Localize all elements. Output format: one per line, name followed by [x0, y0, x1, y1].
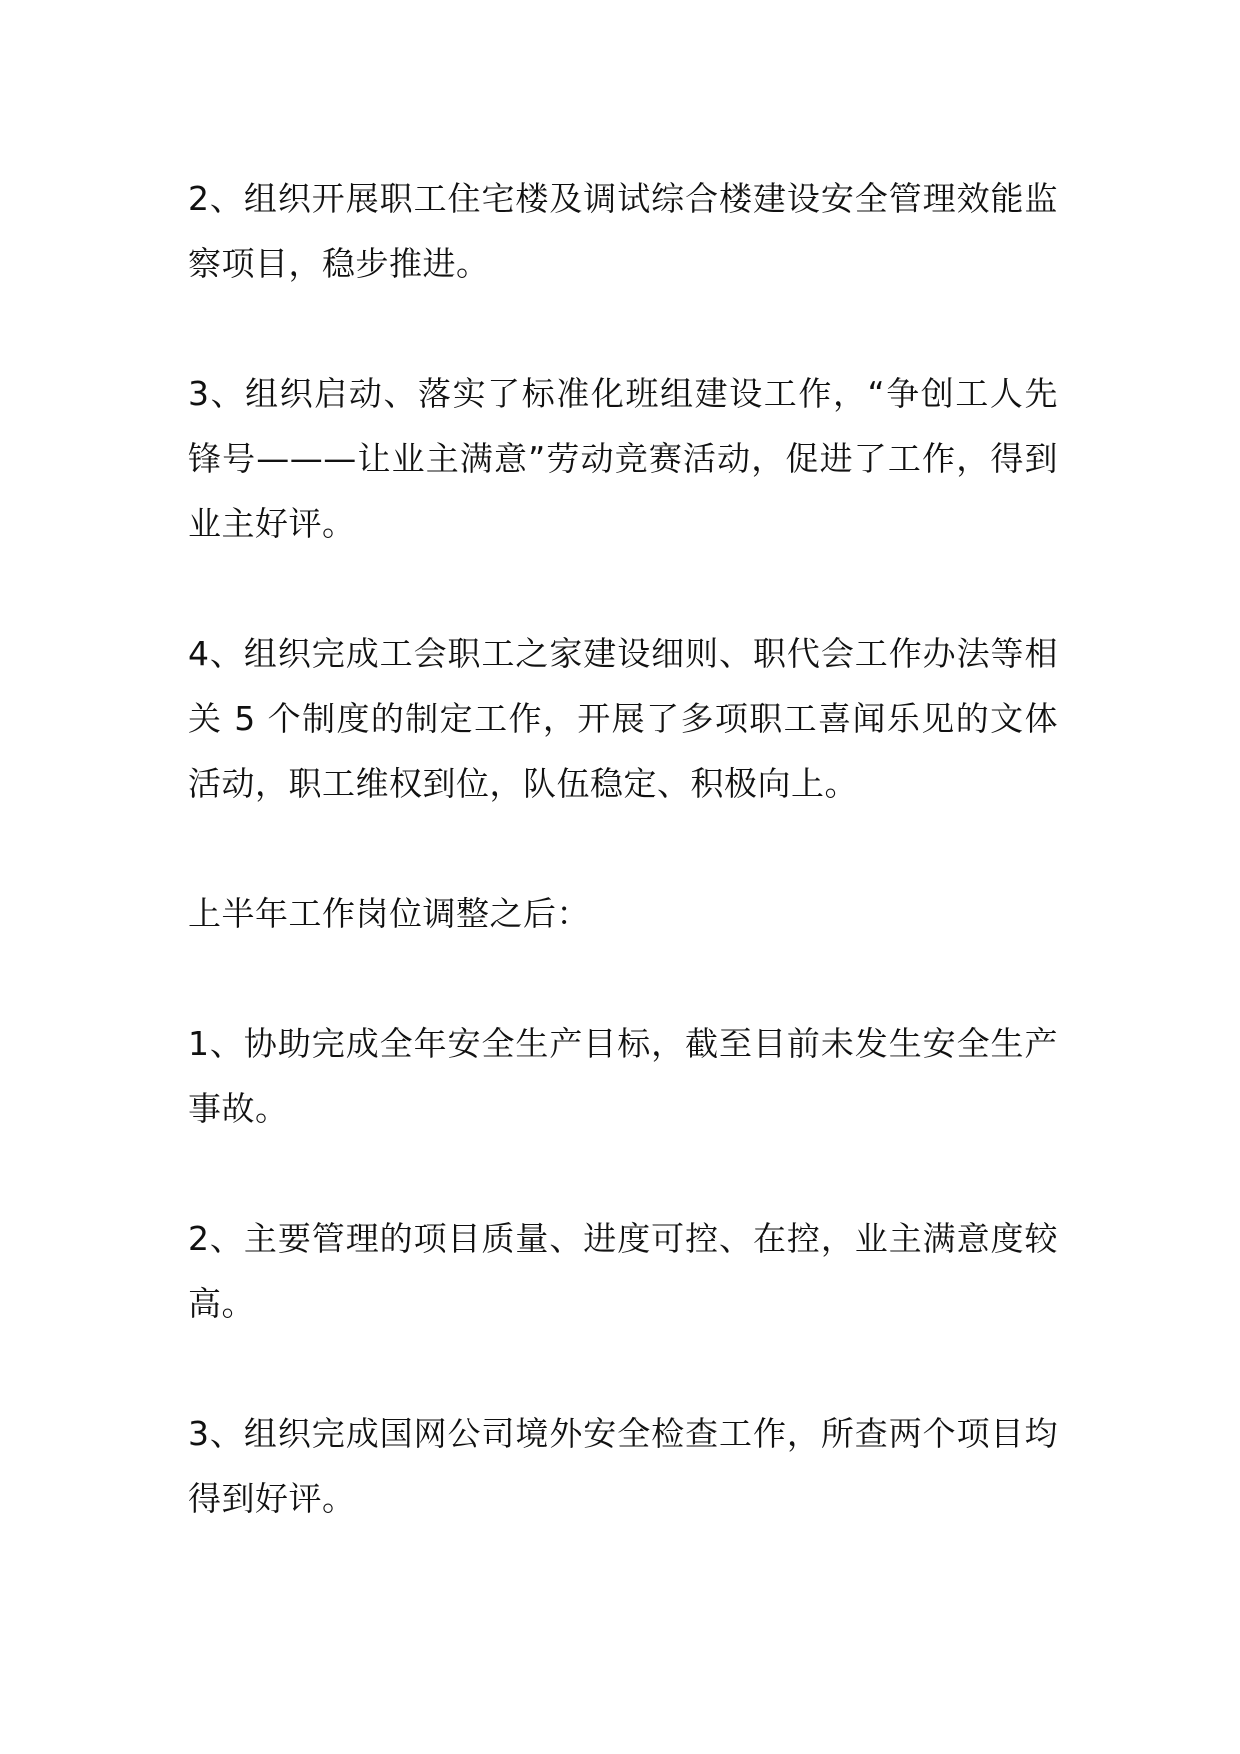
- paragraph-item-2-housing-project: 2、组织开展职工住宅楼及调试综合楼建设安全管理效能监察项目，稳步推进。: [188, 179, 1058, 283]
- paragraph-item-3-team-building: 3、组织启动、落实了标准化班组建设工作，“争创工人先锋号———让业主满意”劳动竞赛活动，促进了工作，得到业主好评。: [188, 374, 1058, 543]
- paragraph-item-3-overseas-inspection: 3、组织完成国网公司境外安全检查工作，所查两个项目均得到好评。: [188, 1414, 1058, 1518]
- document-body: [188, 166, 1058, 1596]
- paragraph-item-2-project-quality: 2、主要管理的项目质量、进度可控、在控，业主满意度较高。: [188, 1219, 1058, 1323]
- paragraph-item-4-union-rules: 4、组织完成工会职工之家建设细则、职代会工作办法等相关 5 个制度的制定工作，开展了多项职工喜闻乐见的文体活动，职工维权到位，队伍稳定、积极向上。: [188, 634, 1058, 803]
- section-heading-after-adjustment: 上半年工作岗位调整之后：: [188, 894, 590, 933]
- paragraph-item-1-safety-goal: 1、协助完成全年安全生产目标，截至目前未发生安全生产事故。: [188, 1024, 1058, 1128]
